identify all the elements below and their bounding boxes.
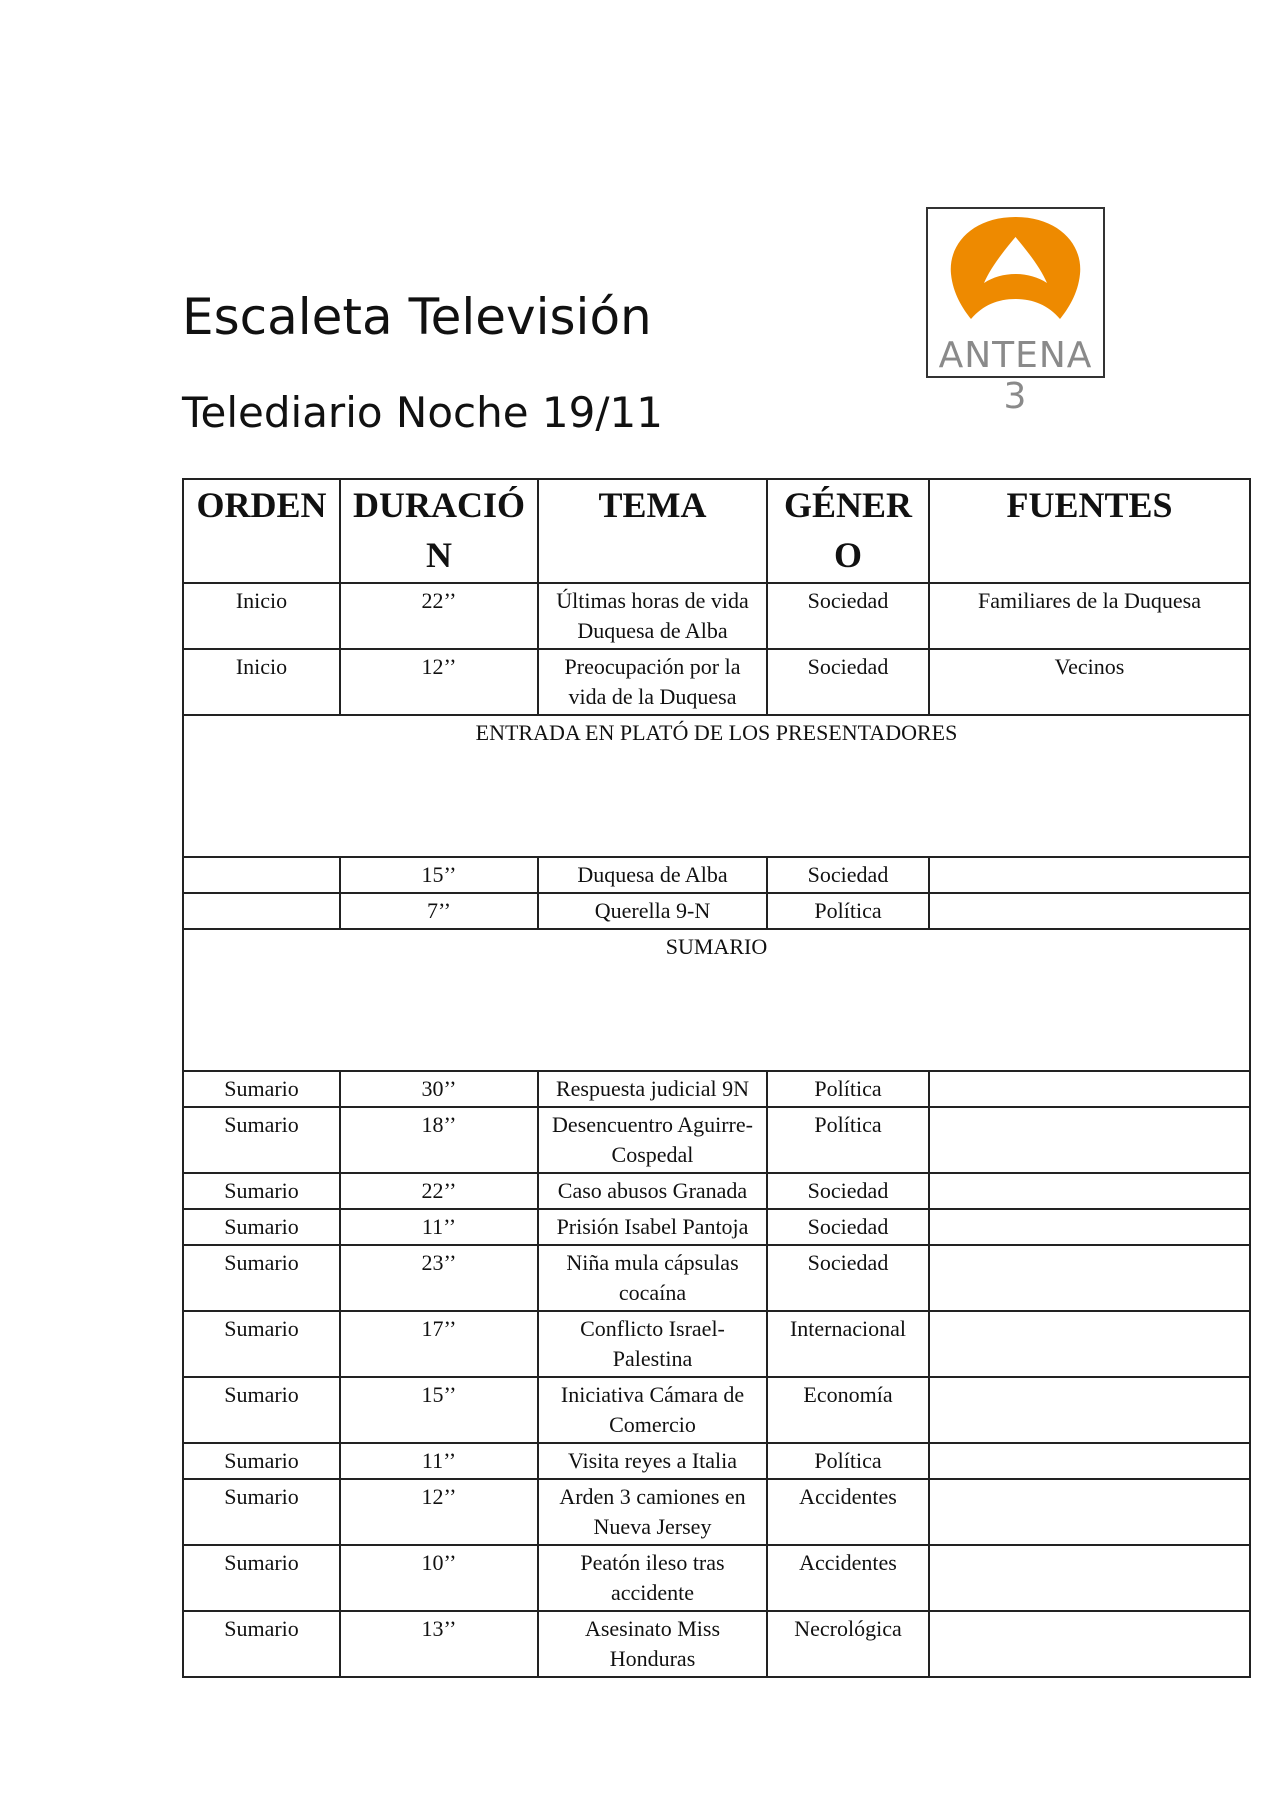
cell-orden: Sumario <box>183 1209 340 1245</box>
cell-orden: Sumario <box>183 1443 340 1479</box>
cell-orden <box>183 893 340 929</box>
cell-fuentes <box>929 1311 1250 1377</box>
cell-tema: Asesinato Miss Honduras <box>538 1611 767 1677</box>
section-banner-entrada: ENTRADA EN PLATÓ DE LOS PRESENTADORES <box>183 715 1250 857</box>
header-tema: TEMA <box>538 479 767 583</box>
cell-fuentes <box>929 1479 1250 1545</box>
cell-genero: Política <box>767 1071 929 1107</box>
cell-fuentes <box>929 1443 1250 1479</box>
table-row <box>183 649 1250 715</box>
cell-tema: Querella 9-N <box>538 893 767 929</box>
cell-fuentes: Familiares de la Duquesa <box>929 583 1250 649</box>
cell-genero: Política <box>767 893 929 929</box>
cell-orden: Sumario <box>183 1611 340 1677</box>
cell-genero: Accidentes <box>767 1545 929 1611</box>
cell-fuentes <box>929 1071 1250 1107</box>
cell-duracion: 11’’ <box>340 1443 538 1479</box>
cell-genero: Sociedad <box>767 649 929 715</box>
cell-fuentes <box>929 1377 1250 1443</box>
cell-fuentes <box>929 1209 1250 1245</box>
cell-duracion: 18’’ <box>340 1107 538 1173</box>
cell-fuentes <box>929 1545 1250 1611</box>
cell-genero: Sociedad <box>767 1245 929 1311</box>
cell-duracion: 13’’ <box>340 1611 538 1677</box>
table-row <box>183 1245 1250 1311</box>
cell-tema: Iniciativa Cámara de Comercio <box>538 1377 767 1443</box>
cell-duracion: 10’’ <box>340 1545 538 1611</box>
cell-duracion: 22’’ <box>340 1173 538 1209</box>
document-subtitle: Telediario Noche 19/11 <box>182 388 663 437</box>
cell-duracion: 22’’ <box>340 583 538 649</box>
cell-duracion: 23’’ <box>340 1245 538 1311</box>
cell-tema: Niña mula cápsulas cocaína <box>538 1245 767 1311</box>
cell-tema: Desencuentro Aguirre-Cospedal <box>538 1107 767 1173</box>
cell-duracion: 15’’ <box>340 857 538 893</box>
cell-genero: Sociedad <box>767 857 929 893</box>
table-row <box>183 583 1250 649</box>
cell-fuentes <box>929 1245 1250 1311</box>
cell-genero: Internacional <box>767 1311 929 1377</box>
cell-tema: Preocupación por la vida de la Duquesa <box>538 649 767 715</box>
header-orden: ORDEN <box>183 479 340 583</box>
header-duracion: DURACIÓN <box>340 479 538 583</box>
table-row <box>183 857 1250 893</box>
cell-duracion: 17’’ <box>340 1311 538 1377</box>
cell-orden: Sumario <box>183 1107 340 1173</box>
table-row <box>183 1209 1250 1245</box>
table-row <box>183 1071 1250 1107</box>
cell-tema: Respuesta judicial 9N <box>538 1071 767 1107</box>
section-banner-row <box>183 715 1250 857</box>
cell-tema: Visita reyes a Italia <box>538 1443 767 1479</box>
cell-orden: Inicio <box>183 583 340 649</box>
header-genero: GÉNERO <box>767 479 929 583</box>
cell-tema: Arden 3 camiones en Nueva Jersey <box>538 1479 767 1545</box>
cell-orden <box>183 857 340 893</box>
table-row <box>183 1443 1250 1479</box>
cell-duracion: 30’’ <box>340 1071 538 1107</box>
table-header-row <box>183 479 1250 583</box>
cell-tema: Últimas horas de vida Duquesa de Alba <box>538 583 767 649</box>
table-row <box>183 893 1250 929</box>
cell-orden: Sumario <box>183 1245 340 1311</box>
cell-tema: Prisión Isabel Pantoja <box>538 1209 767 1245</box>
cell-duracion: 11’’ <box>340 1209 538 1245</box>
cell-orden: Sumario <box>183 1545 340 1611</box>
cell-tema: Duquesa de Alba <box>538 857 767 893</box>
table-row <box>183 1479 1250 1545</box>
cell-duracion: 15’’ <box>340 1377 538 1443</box>
section-banner-sumario: SUMARIO <box>183 929 1250 1071</box>
table-row <box>183 1107 1250 1173</box>
cell-fuentes: Vecinos <box>929 649 1250 715</box>
escaleta-table <box>182 478 1251 1678</box>
cell-tema: Caso abusos Granada <box>538 1173 767 1209</box>
cell-orden: Sumario <box>183 1071 340 1107</box>
cell-genero: Sociedad <box>767 1209 929 1245</box>
table-row <box>183 1545 1250 1611</box>
document-title: Escaleta Televisión <box>182 288 652 346</box>
cell-duracion: 7’’ <box>340 893 538 929</box>
cell-orden: Inicio <box>183 649 340 715</box>
cell-genero: Política <box>767 1107 929 1173</box>
cell-fuentes <box>929 1611 1250 1677</box>
cell-fuentes <box>929 1173 1250 1209</box>
cell-genero: Sociedad <box>767 583 929 649</box>
cell-orden: Sumario <box>183 1377 340 1443</box>
cell-orden: Sumario <box>183 1479 340 1545</box>
table-row <box>183 1377 1250 1443</box>
cell-genero: Sociedad <box>767 1173 929 1209</box>
cell-fuentes <box>929 1107 1250 1173</box>
cell-fuentes <box>929 893 1250 929</box>
cell-genero: Política <box>767 1443 929 1479</box>
antena3-logo-text: ANTENA 3 <box>938 335 1093 417</box>
cell-fuentes <box>929 857 1250 893</box>
table-row <box>183 1173 1250 1209</box>
antena3-logo <box>926 207 1105 417</box>
cell-tema: Peatón ileso tras accidente <box>538 1545 767 1611</box>
cell-tema: Conflicto Israel-Palestina <box>538 1311 767 1377</box>
cell-genero: Economía <box>767 1377 929 1443</box>
section-banner-row <box>183 929 1250 1071</box>
cell-genero: Necrológica <box>767 1611 929 1677</box>
cell-duracion: 12’’ <box>340 649 538 715</box>
cell-orden: Sumario <box>183 1173 340 1209</box>
cell-genero: Accidentes <box>767 1479 929 1545</box>
header-fuentes: FUENTES <box>929 479 1250 583</box>
cell-duracion: 12’’ <box>340 1479 538 1545</box>
table-row <box>183 1311 1250 1377</box>
cell-orden: Sumario <box>183 1311 340 1377</box>
table-row <box>183 1611 1250 1677</box>
